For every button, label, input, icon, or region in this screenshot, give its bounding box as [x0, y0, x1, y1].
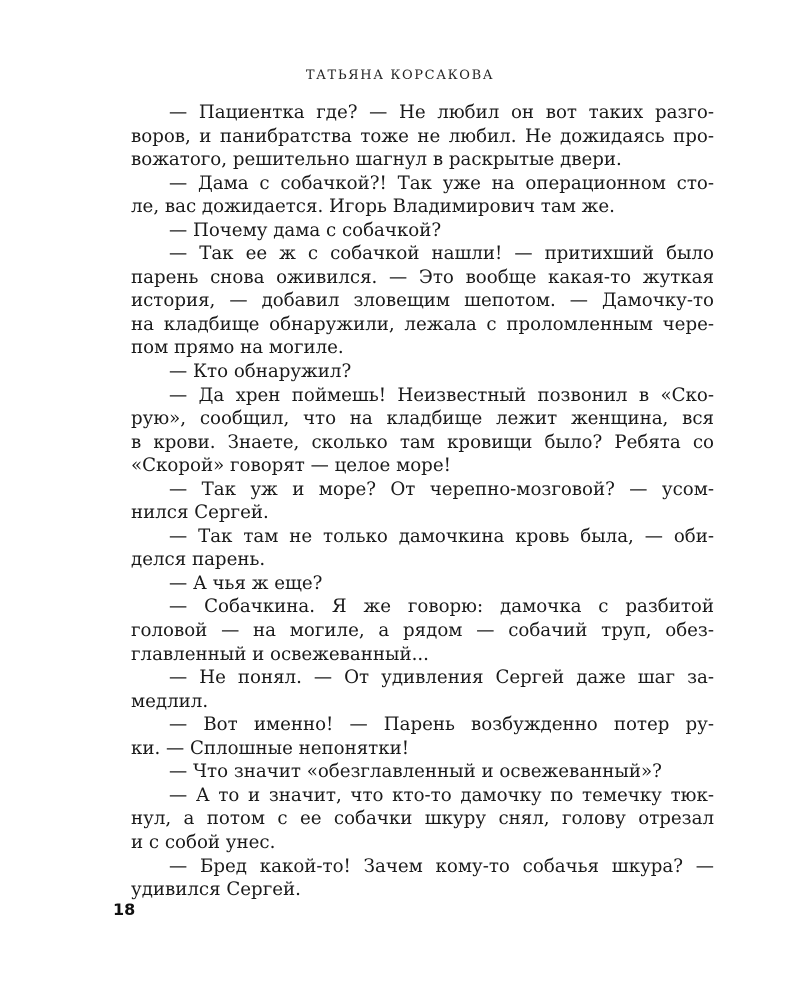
text-line: история, — добавил зловещим шепотом. — Дамочку-то	[131, 290, 714, 312]
text-line: головой — на могиле, а рядом — собачий труп, обез-	[131, 620, 714, 642]
text-line: — Что значит «обезглавленный и освежеванный»?	[169, 761, 662, 783]
text-line: воров, и панибратства тоже не любил. Не дожидаясь про-	[131, 125, 714, 147]
text-line: парень снова оживился. — Это вообще какая-то жуткая	[131, 266, 714, 288]
body-text	[131, 101, 714, 902]
text-line: нился Сергей.	[131, 502, 269, 524]
running-head: ТАТЬЯНА КОРСАКОВА	[305, 68, 495, 83]
text-line: — Не понял. — От удивления Сергей даже шаг за-	[169, 667, 714, 689]
text-line: рую», сообщил, что на кладбище лежит женщина, вся	[131, 408, 714, 430]
text-line: вожатого, решительно шагнул в раскрытые двери.	[131, 149, 622, 171]
text-line: и с собой унес.	[131, 831, 276, 853]
text-line: — Собачкина. Я же говорю: дамочка с разбитой	[169, 596, 714, 618]
page-number: 18	[113, 900, 136, 919]
text-line: удивился Сергей.	[131, 879, 301, 901]
text-line: делся парень.	[131, 549, 266, 571]
text-line: пом прямо на могиле.	[131, 337, 344, 359]
text-line: ле, вас дожидается. Игорь Владимирович там же.	[131, 196, 615, 218]
text-line: главленный и освежеванный...	[131, 643, 429, 665]
text-line: — Почему дама с собачкой?	[169, 219, 442, 241]
text-line: — А чья ж еще?	[169, 572, 323, 594]
text-line: — Так там не только дамочкина кровь была, — оби-	[169, 525, 714, 547]
text-line: — Да хрен поймешь! Неизвестный позвонил в «Ско-	[169, 384, 714, 406]
text-line: — Бред какой-то! Зачем кому-то собачья шкура? —	[169, 855, 714, 877]
text-line: ки. — Сплошные непонятки!	[131, 737, 410, 759]
text-line: — Вот именно! — Парень возбужденно потер ру-	[169, 714, 714, 736]
text-line: — Дама с собачкой?! Так уже на операционном сто-	[169, 172, 714, 194]
text-line: — Так уж и море? От черепно-мозговой? — усом-	[169, 478, 714, 500]
text-line: — Так ее ж с собачкой нашли! — притихший было	[169, 243, 714, 265]
text-line: — Пациентка где? — Не любил он вот таких разго-	[169, 102, 714, 123]
text-line: на кладбище обнаружили, лежала с проломленным чере-	[131, 313, 714, 335]
text-line: нул, а потом с ее собачки шкуру снял, голову отрезал	[131, 808, 714, 830]
text-line: — А то и значит, что кто-то дамочку по темечку тюк-	[169, 784, 714, 806]
text-line: медлил.	[131, 690, 209, 712]
text-line: в крови. Знаете, сколько там кровищи было? Ребята со	[131, 431, 714, 453]
text-line: — Кто обнаружил?	[169, 361, 352, 383]
text-line: «Скорой» говорят — целое море!	[131, 455, 451, 477]
